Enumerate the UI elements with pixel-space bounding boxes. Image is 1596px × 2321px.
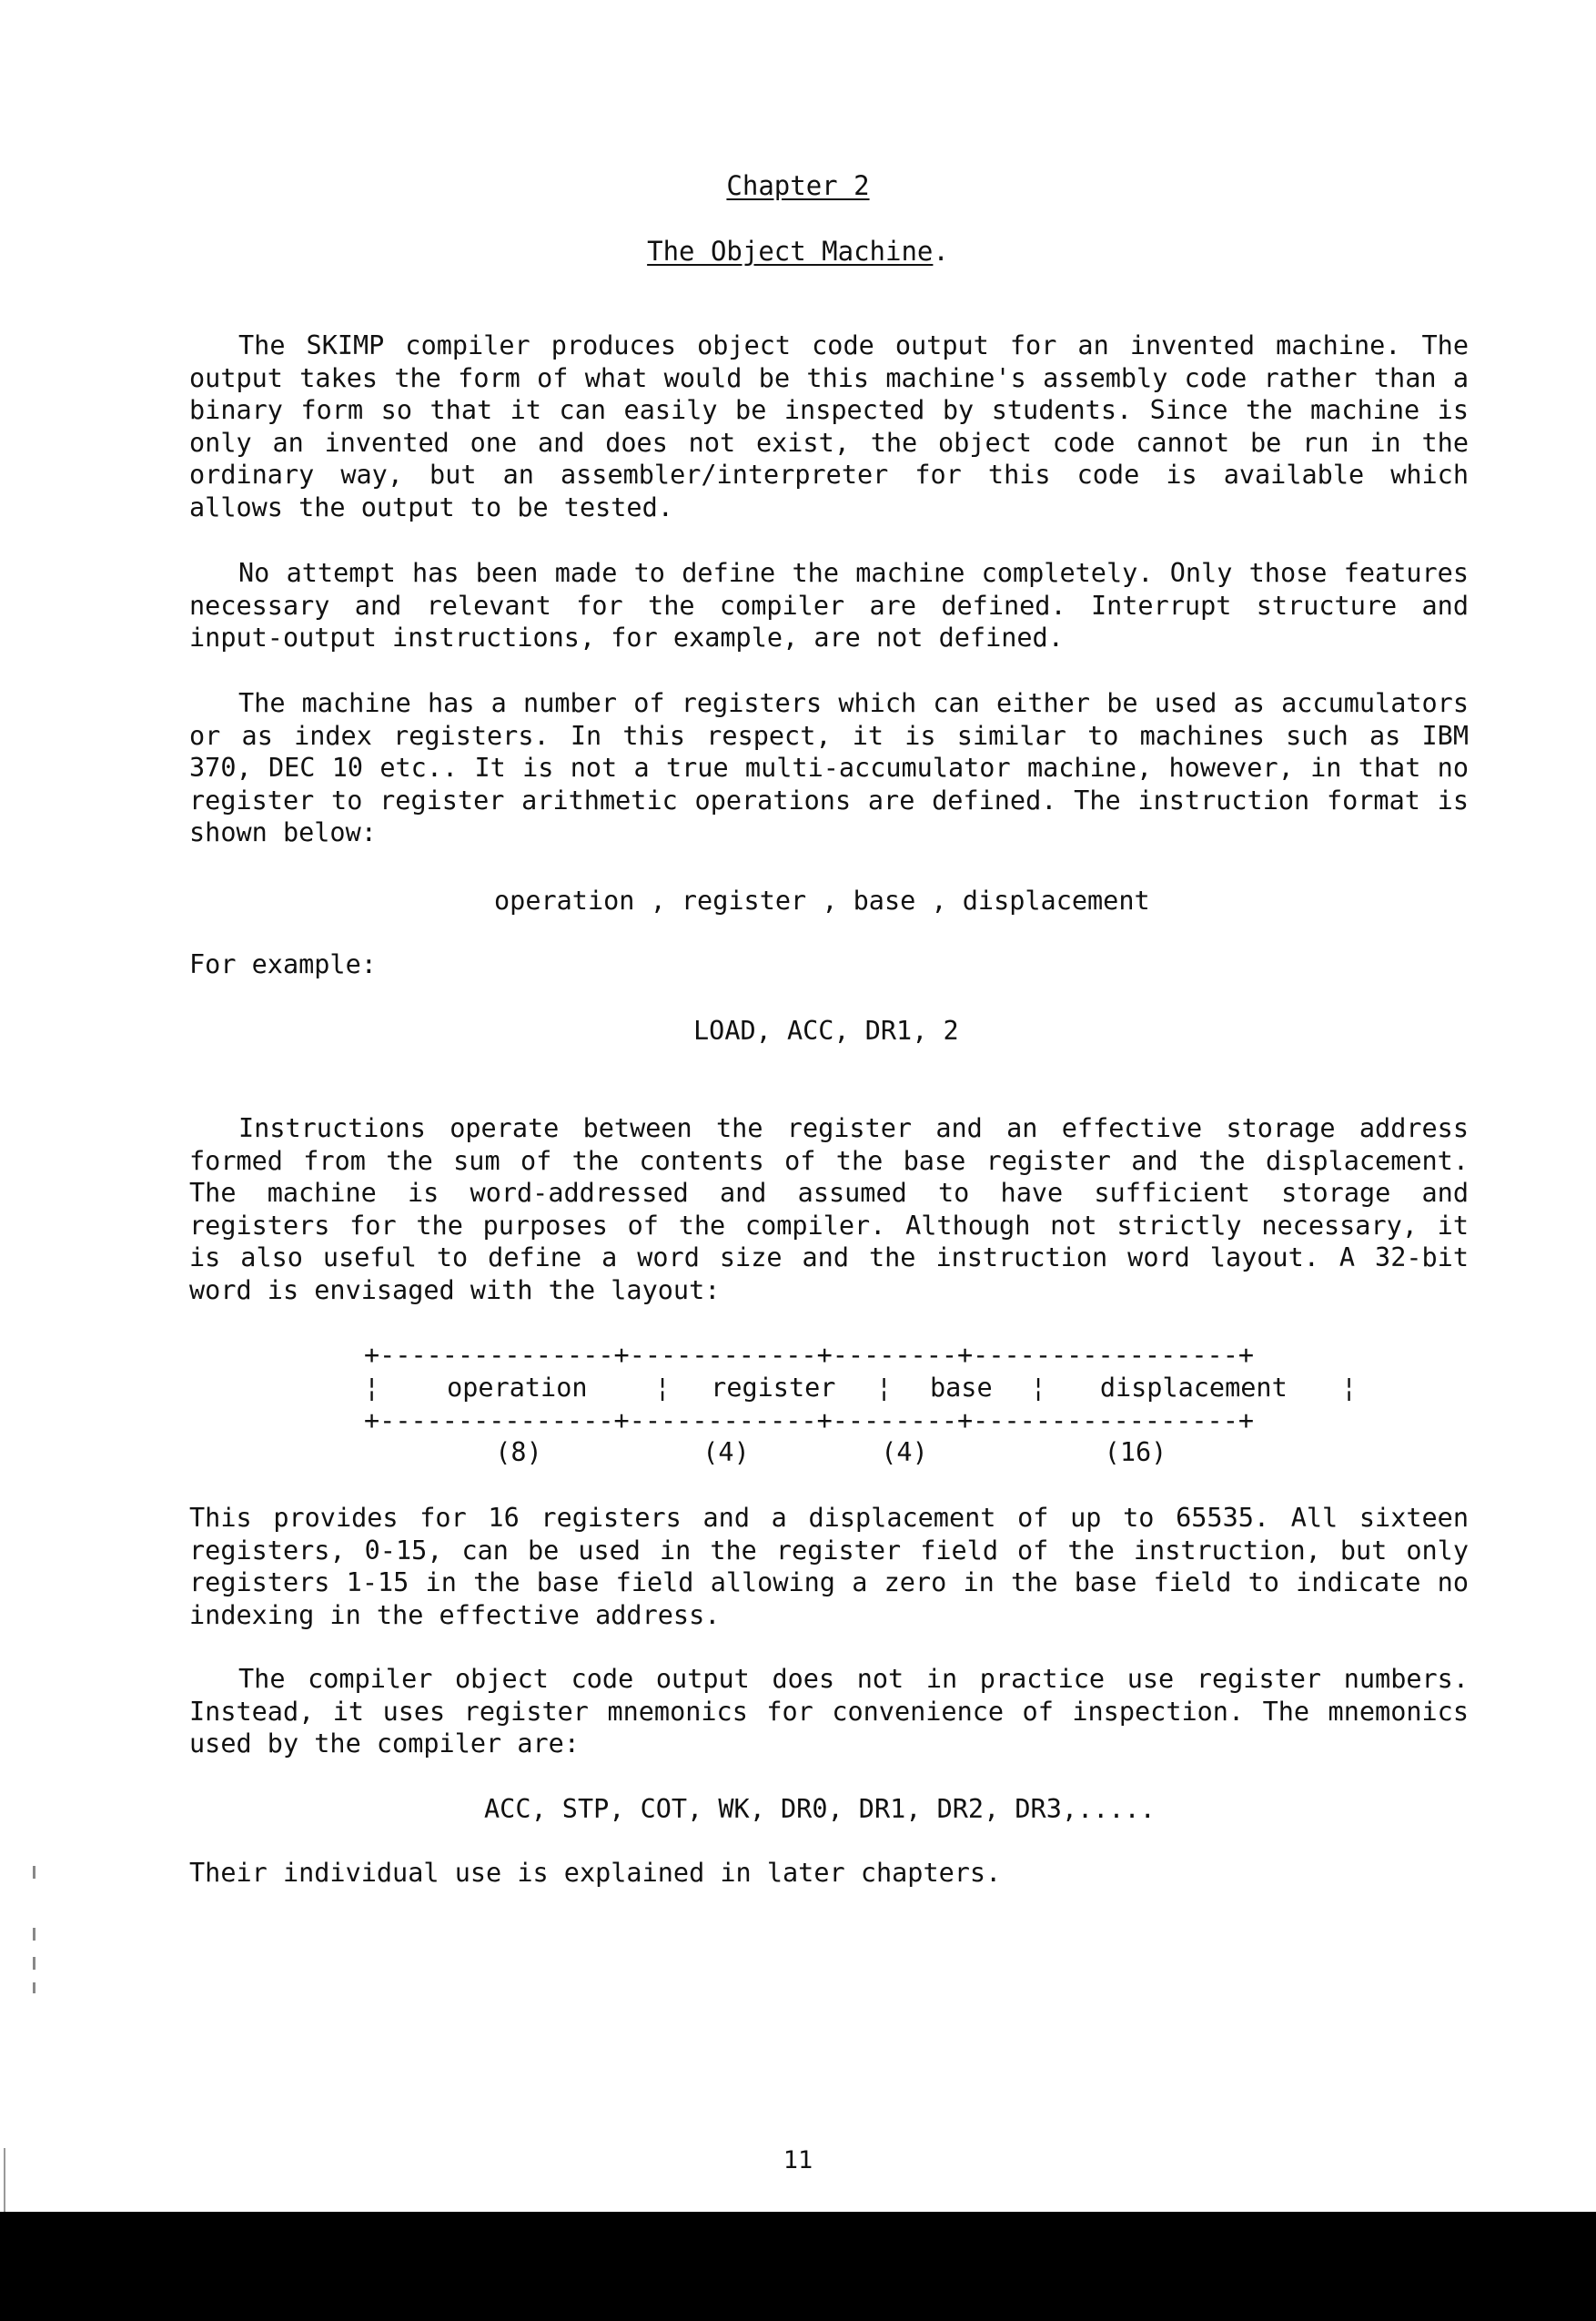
example-label: For example: — [189, 949, 377, 979]
mnemonics-line: ACC, STP, COT, WK, DR0, DR1, DR2, DR3,..... — [484, 1794, 1156, 1824]
paragraph-1 — [189, 329, 1469, 524]
paragraph-2 — [189, 557, 1469, 654]
scan-speck — [33, 1982, 35, 1993]
field-displacement: displacement — [1099, 1373, 1288, 1403]
chapter-title — [0, 235, 1596, 268]
field-register: register — [711, 1373, 836, 1403]
paragraph-5-text: This provides for 16 registers and a displacement of up to 65535. All sixteen registers, 0-15, can be used in the register field of the instruction, but only registers 1-15 in the base field allowing a zero in the base field to indicate no indexing in the effective address. — [189, 1503, 1469, 1630]
closing-line: Their individual use is explained in later chapters. — [189, 1858, 1002, 1888]
bits-displacement: (16) — [1104, 1437, 1167, 1467]
chapter-title-text: The Object Machine — [647, 236, 934, 267]
field-operation: operation — [447, 1373, 588, 1403]
scan-bottom-border — [0, 2212, 1596, 2321]
paragraph-1-text: The SKIMP compiler produces object code output for an invented machine. The output takes the form of what would be this machine's assembly code rather than a binary form so that it can easily be inspected by students. Since the machine is only an invented one and does not exist, the object code cannot be run in the ordinary way, but an assembler/interpreter for this code is available which allows the output to be tested. — [189, 330, 1469, 522]
instruction-format-line: operation , register , base , displacement — [494, 886, 1150, 916]
scan-speck — [33, 1928, 35, 1941]
paragraph-6 — [189, 1663, 1469, 1760]
word-layout-bottom-border: +---------------+------------+--------+-----------------+ — [364, 1405, 1255, 1435]
word-layout-top-border: +---------------+------------+--------+-----------------+ — [364, 1340, 1255, 1370]
scan-edge — [4, 2148, 5, 2212]
chapter-label — [0, 169, 1596, 202]
word-layout-field-row: ¦ operation ¦ register ¦ base ¦ displacement ¦ — [364, 1373, 1358, 1403]
field-base: base — [929, 1373, 993, 1403]
paragraph-5 — [189, 1502, 1469, 1631]
scan-speck — [33, 1957, 35, 1970]
paragraph-2-text: No attempt has been made to define the machine completely. Only those features necessary and relevant for the compiler are defined. Interrupt structure and input-output instructions, for example, are not defined. — [189, 558, 1469, 654]
bits-register: (4) — [702, 1437, 750, 1467]
chapter-label-text: Chapter 2 — [726, 170, 870, 201]
paragraph-4 — [189, 1112, 1469, 1307]
paragraph-3 — [189, 687, 1469, 849]
bits-base: (4) — [881, 1437, 928, 1467]
page-number: 11 — [783, 2146, 813, 2174]
bits-operation: (8) — [495, 1437, 542, 1467]
example-code: LOAD, ACC, DR1, 2 — [693, 1016, 959, 1046]
paragraph-4-text: Instructions operate between the register and an effective storage address formed from the sum of the contents of the base register and the displacement. The machine is word-addressed and assumed to have sufficient storage and registers for the purposes of the compiler. Although not strictly necessary, it is also useful to define a word size and the instruction word layout. A 32-bit word is envisaged with the layout: — [189, 1113, 1469, 1305]
paragraph-6-text: The compiler object code output does not in practice use register numbers. Instead, it uses register mnemonics for convenience of inspection. The mnemonics used by the compiler are: — [189, 1664, 1469, 1759]
chapter-title-period: . — [933, 236, 949, 267]
paragraph-3-text: The machine has a number of registers which can either be used as accumulators or as index registers. In this respect, it is similar to machines such as IBM 370, DEC 10 etc.. It is not a true multi-accumulator machine, however, in that no register to register arithmetic operations are defined. The instruction format is shown below: — [189, 688, 1469, 848]
scan-speck — [33, 1866, 35, 1879]
